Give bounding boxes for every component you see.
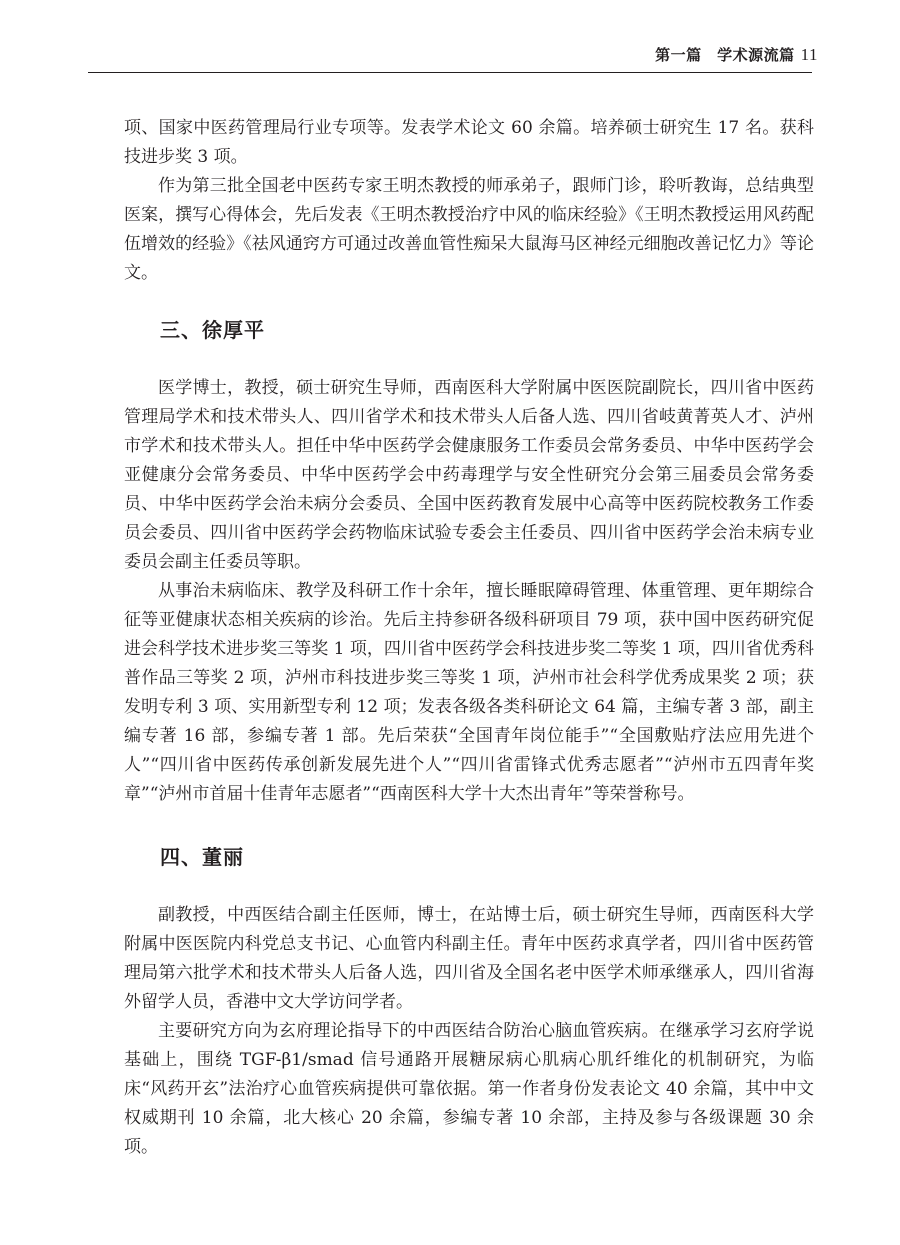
header-rule <box>88 72 812 73</box>
section-heading-4: 四、董丽 <box>160 845 244 869</box>
body-paragraph: 主要研究方向为玄府理论指导下的中西医结合防治心脑血管疾病。在继承学习玄府学说基础上，围绕 TGF-β1/smad 信号通路开展糖尿病心肌病心肌纤维化的机制研究，为临床“风药开玄”法治疗心血管疾病提供可靠依据。第一作者身份发表论文 40 余篇，其中中文权威期刊 10 余篇，北大核心 20 余篇，参编专著 10 余部，主持及参与各级课题 30 余项。 <box>124 1021 814 1157</box>
body-paragraph: 从事治未病临床、教学及科研工作十余年，擅长睡眠障碍管理、体重管理、更年期综合征等亚健康状态相关疾病的诊治。先后主持参研各级科研项目 79 项，获中国中医药研究促进会科学技术进步奖三等奖 1 项，四川省中医药学会科技进步奖二等奖 1 项，四川省优秀科普作品三等奖 2 项，泸州市科技进步奖三等奖 1 项，泸州市社会科学优秀成果奖 2 项；获发明专利 3 项、实用新型专利 12 项；发表各级各类科研论文 64 篇，主编专著 3 部，副主编专著 16 部，参编专著 1 部。先后荣获“全国青年岗位能手”“全国敷贴疗法应用先进个人”“四川省中医药传承创新发展先进个人”“四川省雷锋式优秀志愿者”“泸州市五四青年奖章”“泸州市首届十佳青年志愿者”“西南医科大学十大杰出青年”等荣誉称号。 <box>124 581 814 804</box>
running-header-title: 第一篇 学术源流篇 <box>655 46 795 64</box>
body-paragraph: 副教授，中西医结合副主任医师，博士，在站博士后，硕士研究生导师，西南医科大学附属中医医院内科党总支书记、心血管内科副主任。青年中医药求真学者，四川省中医药管理局第六批学术和技术带头人后备人选，四川省及全国名老中医学术师承继承人，四川省海外留学人员，香港中文大学访问学者。 <box>124 905 814 1012</box>
running-header <box>655 44 818 65</box>
page-body <box>124 114 814 1162</box>
body-paragraph: 作为第三批全国老中医药专家王明杰教授的师承弟子，跟师门诊，聆听教诲，总结典型医案，撰写心得体会，先后发表《王明杰教授治疗中风的临床经验》《王明杰教授运用风药配伍增效的经验》《祛风通窍方可通过改善血管性痴呆大鼠海马区神经元细胞改善记忆力》等论文。 <box>124 176 814 283</box>
body-paragraph: 医学博士，教授，硕士研究生导师，西南医科大学附属中医医院副院长，四川省中医药管理局学术和技术带头人、四川省学术和技术带头人后备人选、四川省岐黄菁英人才、泸州市学术和技术带头人。担任中华中医药学会健康服务工作委员会常务委员、中华中医药学会亚健康分会常务委员、中华中医药学会中药毒理学与安全性研究分会第三届委员会常务委员、中华中医药学会治未病分会委员、全国中医药教育发展中心高等中医药院校教务工作委员会委员、四川省中医药学会药物临床试验专委会主任委员、四川省中医药学会治未病专业委员会副主任委员等职。 <box>124 378 814 572</box>
page-number: 11 <box>800 45 818 64</box>
section-heading-3: 三、徐厚平 <box>160 318 265 342</box>
body-paragraph: 项、国家中医药管理局行业专项等。发表学术论文 60 余篇。培养硕士研究生 17 名。获科技进步奖 3 项。 <box>124 118 814 167</box>
